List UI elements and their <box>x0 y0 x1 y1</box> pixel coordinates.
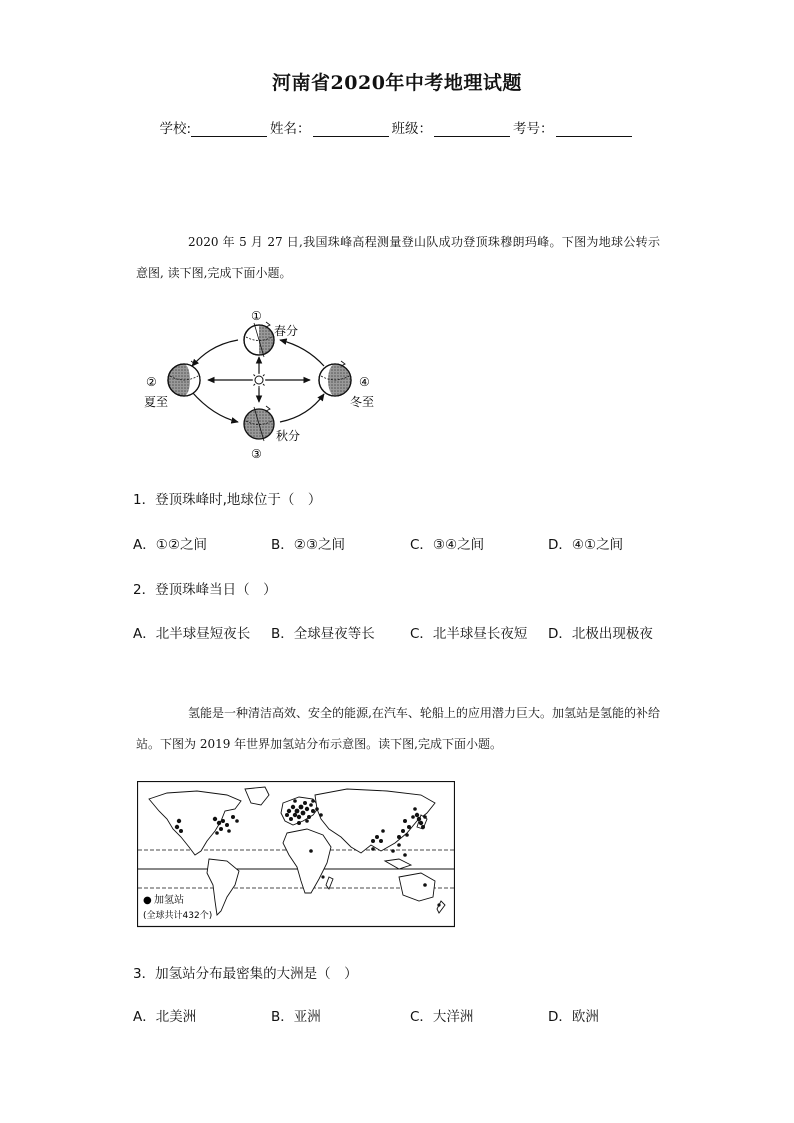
legend-marker-icon: ● <box>143 895 152 906</box>
q2-option-a[interactable]: A．北半球昼短夜长 <box>133 626 251 642</box>
position-1-label: ① <box>251 309 262 323</box>
spring-equinox-label: 春分 <box>274 324 299 338</box>
q3-option-c[interactable]: C．大洋洲 <box>410 1009 474 1025</box>
question-1: 1．登顶珠峰时,地球位于（ ） <box>133 492 322 508</box>
student-info-line <box>0 117 794 137</box>
q3-option-d[interactable]: D．欧洲 <box>548 1009 599 1025</box>
position-3-label: ③ <box>251 447 262 461</box>
earth-position-3-icon <box>244 407 274 441</box>
passage-1: 2020 年 5 月 27 日,我国珠峰高程测量登山队成功登顶珠穆朗玛峰。下图为地球公转示意图, 读下图,完成下面小题。 <box>136 235 660 280</box>
orbit-arrow-2-3 <box>192 392 238 422</box>
earth-position-1-icon <box>244 323 274 357</box>
legend-label: 加氢站 <box>154 895 184 906</box>
question-3: 3．加氢站分布最密集的大洲是（ ） <box>133 966 358 982</box>
q1-option-a[interactable]: A．①②之间 <box>133 537 207 553</box>
name-field <box>270 117 392 137</box>
orbit-arrow-4-1 <box>280 340 324 366</box>
q1-option-d[interactable]: D．④①之间 <box>548 537 624 553</box>
q2-option-c[interactable]: C．北半球昼长夜短 <box>410 626 528 642</box>
name-label: 姓名： <box>270 121 311 137</box>
q1-option-b[interactable]: B．②③之间 <box>271 537 345 553</box>
summer-solstice-label: 夏至 <box>144 395 169 409</box>
q2-option-d[interactable]: D．北极出现极夜 <box>548 626 653 642</box>
class-blank[interactable] <box>434 122 510 137</box>
class-label: 班级： <box>391 121 433 137</box>
question-2-options <box>133 622 693 642</box>
q3-option-b[interactable]: B．亚洲 <box>271 1009 321 1025</box>
earth-revolution-figure <box>130 300 400 465</box>
exam-no-blank[interactable] <box>556 122 632 137</box>
question-2: 2．登顶珠峰当日（ ） <box>133 582 277 598</box>
sun-icon <box>251 372 267 388</box>
winter-solstice-label: 冬至 <box>350 395 375 409</box>
class-field <box>392 117 514 137</box>
name-blank[interactable] <box>313 122 389 137</box>
q2-option-b[interactable]: B．全球昼夜等长 <box>271 626 375 642</box>
earth-position-4-icon <box>319 364 351 396</box>
exam-no-label: 考号： <box>513 121 554 137</box>
school-label: 学校: <box>159 121 192 137</box>
school-blank[interactable] <box>191 122 267 137</box>
passage-2: 氢能是一种清洁高效、安全的能源,在汽车、轮船上的应用潜力巨大。加氢站是氢能的补给站。下图为 2019 年世界加氢站分布示意图。读下图,完成下面小题。 <box>136 706 660 751</box>
exam-no-field <box>513 117 635 137</box>
q3-option-a[interactable]: A．北美洲 <box>133 1009 197 1025</box>
school-field <box>159 117 270 137</box>
page-title: 河南省2020年中考地理试题 <box>272 72 522 94</box>
autumn-equinox-label: 秋分 <box>276 429 301 443</box>
position-2-label: ② <box>146 375 157 389</box>
question-3-options <box>133 1005 693 1025</box>
hydrogen-station-map <box>137 781 455 928</box>
legend-total: (全球共计432个) <box>143 911 213 921</box>
question-1-options <box>133 533 693 553</box>
earth-position-2-icon <box>168 364 200 396</box>
orbit-arrow-1-2 <box>192 340 238 366</box>
orbit-arrow-3-4 <box>280 394 324 422</box>
position-4-label: ④ <box>359 375 370 389</box>
q1-option-c[interactable]: C．③④之间 <box>410 537 485 553</box>
